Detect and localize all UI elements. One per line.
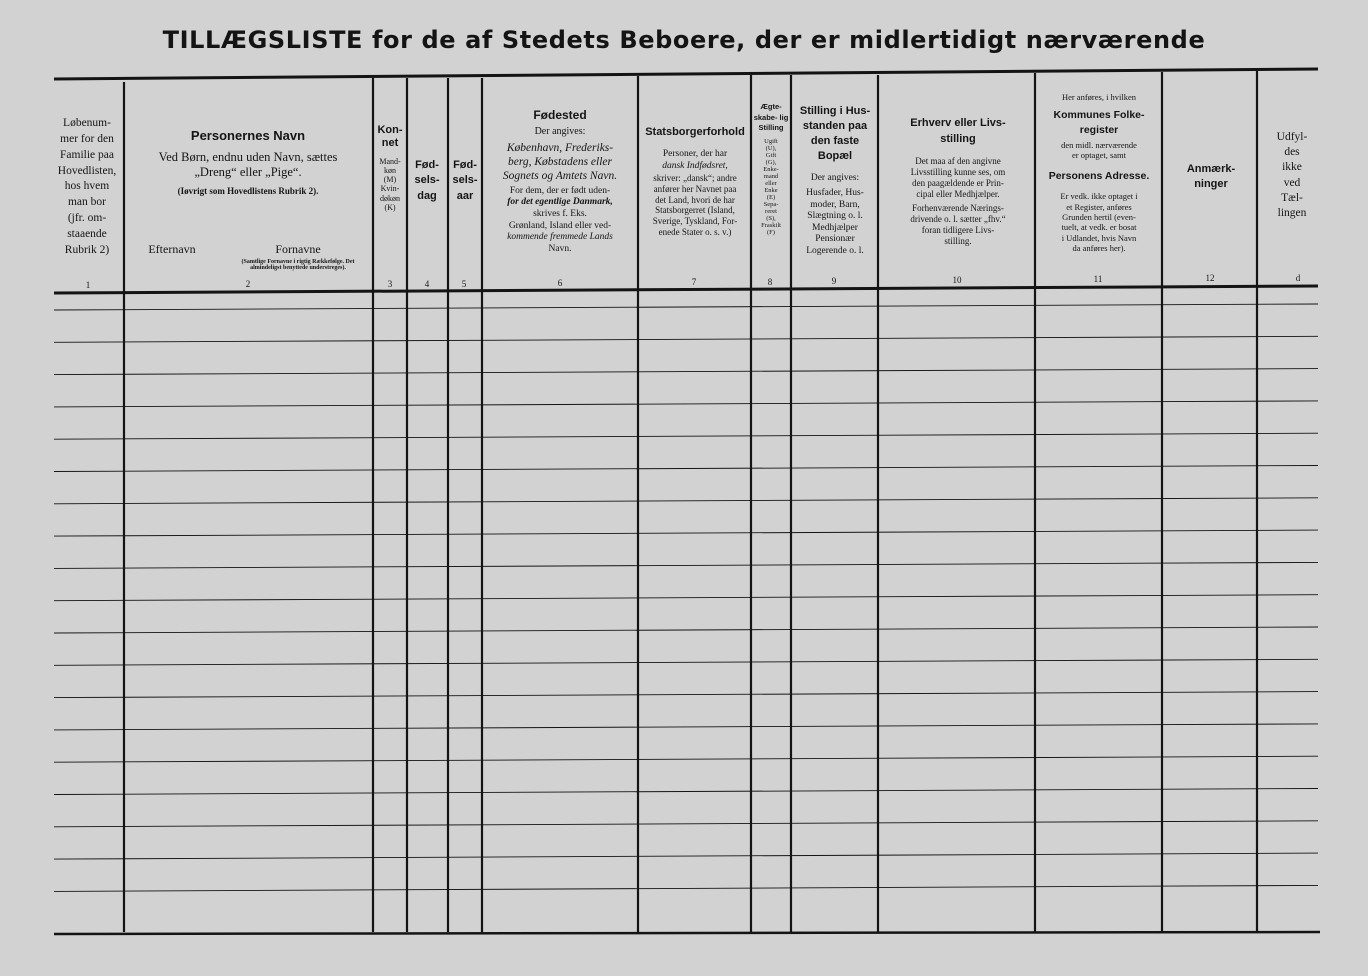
col6-line: Sognets og Amtets Navn. [502,169,618,182]
col9-line: Husfader, Hus- [806,187,864,198]
col10-line: den paagældende er Prin- [912,177,1004,188]
col10-line: Det maa af den angivne [915,155,1001,166]
column-number: 7 [691,277,697,287]
col8-line: eller [765,179,777,187]
col9-header [794,104,876,257]
col1-line: hos hvem [64,180,110,193]
col3-line: køn [384,166,396,175]
column-number: 5 [461,279,467,289]
col8-line: Sepa- [763,200,779,208]
col12-heading: Anmærk- ninger [1186,163,1236,191]
col2-surname-label [134,242,210,257]
cold-line: Udfyl- [1276,131,1308,143]
col6-line: København, Frederiks- [506,141,614,154]
col7-line: Statsborgerret (Island, [655,205,735,216]
row-line [54,304,1318,310]
col9-line: Slægtning o. l. [807,211,863,222]
column-number: 3 [387,279,393,289]
col6-line: Navn. [548,243,572,254]
col6-line: for det egentlige Danmark, [507,197,613,208]
col10-heading: Erhverv eller Livs- stilling [910,117,1006,145]
col6-line: Grønland, Island eller ved- [508,220,612,231]
col9-line: moder, Barn, [810,199,860,210]
col8-line: reret [765,207,777,215]
col8-line: mand [763,172,779,180]
top-rule [54,69,1318,79]
column-number: 12 [1205,273,1215,283]
row-line [54,821,1318,827]
col3-line: (M) [383,175,397,185]
col8-line: Enke- [763,165,779,173]
col10-header [884,116,1032,247]
col7-line: Personer, der har [662,149,728,160]
col2-line: „Dreng“ eller „Pige“. [194,165,302,180]
col5-heading: Fød- sels- aar [452,159,478,202]
col6-heading: Fødested [533,108,587,122]
col12-header [1166,162,1256,193]
row-line [54,885,1318,891]
cold-line: Tæl- [1281,191,1303,204]
col9-line: Logerende o. l. [806,245,864,256]
col2-header [128,128,368,197]
col8-line: (G), [765,158,777,166]
col7-line: Sverige, Tyskland, For- [652,216,738,227]
cold-line: lingen [1277,206,1307,219]
row-line [54,756,1318,762]
col9-heading: Stilling i Hus- standen paa den faste Bopæl [799,105,871,162]
col11-line: den midl. nærværende [1061,139,1137,150]
col2-line: Ved Børn, endnu uden Navn, sættes [158,149,338,164]
col10-line: drivende o. l. sætter „fhv.“ [910,213,1006,224]
col7-heading: Statsborgerforhold [645,126,745,138]
col6-line: kommende fremmede Lands [507,232,613,243]
cold-header [1262,130,1322,221]
row-line [54,789,1318,795]
row-line [54,433,1318,439]
row-line [54,498,1318,504]
col8-line: Ugift [764,137,778,145]
row-line [54,562,1318,568]
column-number: 6 [557,278,563,288]
col9-line: Medhjælper [812,222,858,233]
col4-heading: Fød- sels- dag [414,159,440,202]
column-number: 1 [85,280,91,290]
column-number: 4 [424,279,430,289]
col8-line: Fraskilt [761,221,781,229]
col7-line: det Land, hvori de har [655,194,735,205]
col3-line: døkøn [380,193,400,203]
col1-line: Rubrik 2) [64,243,110,256]
col8-line: Enke [764,186,778,194]
col6-line: For dem, der er født uden- [509,185,611,196]
column-number: d [1295,273,1301,283]
col5-header [449,158,481,204]
col1-line: Løbenum- [63,117,111,129]
col11-line2: et Register, anføres [1066,201,1132,212]
row-line [54,853,1318,859]
col8-header [752,102,790,236]
col1-header [48,116,126,259]
col1-line: Familie paa [60,148,114,161]
col11-line2: i Udlandet, hvis Navn [1061,232,1137,243]
col3-line: (K) [384,202,396,212]
cold-line: ved [1283,176,1301,189]
col11-heading2: Personens Adresse. [1048,170,1150,183]
row-line [54,724,1318,730]
col8-line: (S), [766,214,776,222]
col11-line: er optaget, samt [1071,150,1127,161]
col2-firstnames-note: (Samtlige Fornavne i rigtig Rækkefølge. Det almindeligst benyttede understreges). [241,258,355,271]
form-title: TILLÆGSLISTE for de af Stedets Beboere, der er midlertidigt nærværende [162,26,1206,54]
col3-header [374,124,406,212]
column-number: 11 [1093,274,1103,284]
col11-line2: da anføres her). [1072,243,1126,254]
row-line [54,336,1318,342]
bottom-rule [54,932,1320,934]
col2-heading: Personernes Navn [190,128,306,143]
col11-line2: Er vedk. ikke optaget i [1060,191,1138,202]
col8-line: (U), [765,144,777,152]
col1-line: man bor [67,196,106,209]
col2-firstnames-label [228,242,368,271]
column-number: 10 [952,275,962,285]
row-line [54,692,1318,698]
col1-line: mer for den [60,132,114,145]
col10-line: foran tidligere Livs- [921,224,995,235]
col11-line2: tuelt, at vedk. er bosat [1061,222,1137,233]
col7-line: enede Stater o. s. v.) [658,227,732,238]
col11-line2: Grunden hertil (even- [1062,211,1136,222]
col2-note: (Iøvrigt som Hovedlistens Rubrik 2). [177,186,319,197]
col1-line: Hovedlisten, [57,164,117,177]
col11-pre: Her anføres, i hvilken [1061,92,1137,102]
cold-line: ikke [1282,161,1302,174]
col8-line: Gift [765,151,777,159]
col10-line: cipal eller Medhjælper. [916,188,1000,199]
row-line [54,530,1318,536]
col10-line: Livsstilling kunne ses, om [910,166,1006,177]
col10-line: Forhenværende Nærings- [912,202,1004,213]
col6-header [484,108,636,255]
row-line [54,595,1318,601]
column-number: 9 [831,276,837,286]
col1-line: (jfr. om- [67,212,107,225]
col11-heading: Kommunes Folke- register [1053,109,1145,137]
col3-line: Kvin- [380,184,400,194]
col8-heading: Ægte- skabe- lig Stilling [753,102,789,132]
col3-heading: Kon- net [377,124,403,150]
row-line [54,659,1318,665]
col2-surname: Efternavn [148,242,196,256]
col11-header [1038,92,1160,253]
cold-line: des [1284,146,1300,159]
row-line [54,627,1318,633]
col7-line: skriver: „dansk“; andre [653,172,737,183]
col8-line: (E) [766,193,776,201]
column-number: 8 [767,277,773,287]
col9-line: Pensionær [815,234,855,245]
col2-firstnames: Fornavne [275,242,321,256]
col9-line: Der angives: [810,173,860,184]
col10-line: stilling. [944,235,972,246]
col1-line: staaende [67,228,107,241]
col3-line: Mand- [379,156,401,166]
row-line [54,369,1318,375]
col6-line: berg, Købstadens eller [507,155,613,168]
row-line [54,466,1318,472]
col6-line: skrives f. Eks. [533,209,587,220]
col7-line: dansk Indfødsret, [662,160,728,171]
column-number: 2 [245,279,251,289]
col7-header [640,126,750,238]
col6-line: Der angives: [534,125,586,137]
col4-header [410,158,444,204]
col7-line: anfører her Navnet paa [653,183,737,194]
row-line [54,401,1318,407]
col8-line: (F) [767,228,775,236]
